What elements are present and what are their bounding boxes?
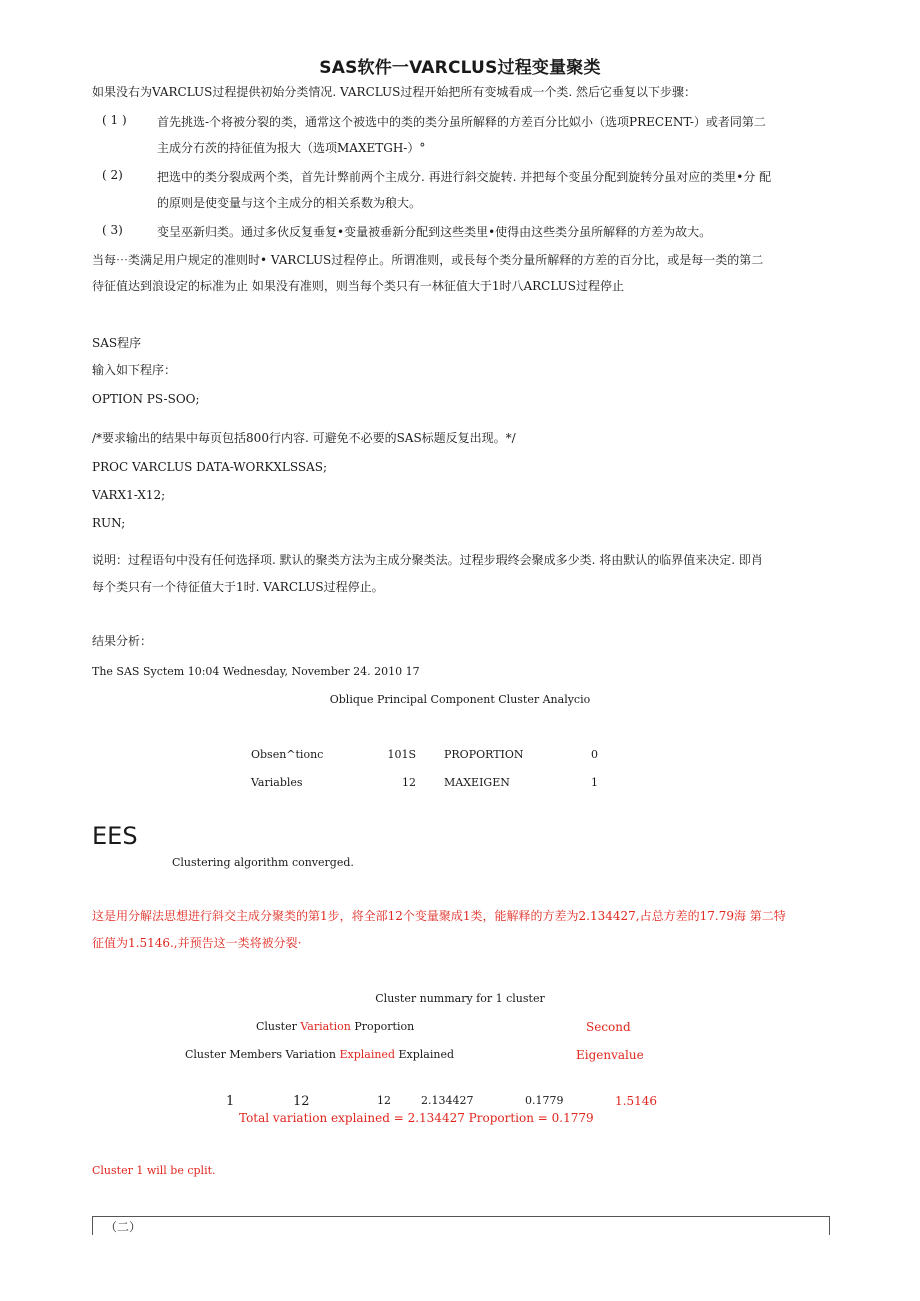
red-note: 这是用分解法思想进行斜交主成分聚类的第1步，将全部12个变量聚成1类，能解释的方差为2.134427,占总方差的17.79海 第二特 [92,909,786,923]
split-note: Cluster 1 will be cplit. [92,1164,216,1177]
total-variation: Total variation explained = 2.134427 Proportion = 0.1779 [239,1111,594,1125]
large-label: EES [92,822,138,850]
header-eigenvalue: Eigenvalue [576,1048,644,1062]
code-proc: PROC VARCLUS DATA-WORKXLSSAS; [92,460,328,474]
output-title: Oblique Principal Component Cluster Analycio [329,693,591,706]
cell-cluster: 1 [226,1094,235,1109]
output-header: The SAS Syctem 10:04 Wednesday, November 24. 2010 17 [92,665,420,678]
criteria-text-cont: 待征值达到浪设定的标准为止 如果没有准则，则当每个类只有一林征值大于1时八ARCLUS过程停止 [92,279,624,293]
red-note-cont: 征值为1.5146.,并预告这一类将被分裂· [92,936,302,950]
page-title: SAS软件一VARCLUS过程变量聚类 [319,58,601,78]
stat-value: 101S [387,748,416,761]
input-label: 输入如下程序： [92,363,177,377]
step-1-text: 首先挑选-个将被分裂的类，通常这个被选中的类的类分虽所解释的方差百分比姒小（选项PRECENT-）或者同第二 [157,115,766,129]
intro-text: 如果没右为VARCLUS过程提供初始分类情况. VARCLUS过程开始把所有变城看成一个类. 然后它垂复以下步骤： [92,85,697,99]
cell-eigenvalue: 1.5146 [615,1094,657,1108]
step-1-number: ( 1 ) [102,113,127,127]
header-second: Second [586,1020,631,1034]
code-var: VARX1-X12; [92,488,166,502]
stat-label: PROPORTION [444,748,524,761]
summary-header-row-2: Cluster Members Variation Explained Explained [185,1048,455,1061]
section-frame [92,1216,830,1235]
explanation-text-cont: 每个类只有一个待征值大于1时. VARCLUS过程停止。 [92,580,384,594]
stat-value: 12 [402,776,416,789]
criteria-text: 当每⋯类满足用户规定的准则时• VARCLUS过程停止。所谓准则，或長每个类分量所解释的方差的百分比，或是每一类的第二 [92,253,764,267]
explanation-text: 说明：过程语句中没有任何选择项. 默认的聚类方法为主成分聚类法。过程步瑕终会聚成多少类. 将由默认的临界值来决定. 即肖 [92,553,763,567]
step-2-number: ( 2) [102,168,123,182]
cell-proportion: 0.1779 [525,1094,564,1107]
cell-explained: 2.134427 [421,1094,474,1107]
summary-title: Cluster nummary for 1 cluster [375,992,545,1005]
stat-label: MAXEIGEN [444,776,510,789]
code-run: RUN; [92,516,126,530]
code-option: OPTION PS-SOO; [92,392,200,406]
step-3-number: ( 3) [102,223,123,237]
stat-label: Obsen^tionc [251,748,324,761]
step-2-text: 把选中的类分裂成两个类，首先计弊前两个主成分. 再进行斜交旋转. 并把每个变虽分配到旋转分虽对应的类里•分 配 [157,170,772,184]
step-1-text-cont: 主成分冇茨的持征值为报大（选项MAXETGH-）° [157,141,426,155]
cell-variation: 12 [377,1094,391,1107]
stat-value: 0 [591,748,598,761]
stat-value: 1 [591,776,598,789]
converged-message: Clustering algorithm converged. [172,856,354,869]
step-3-text: 变呈巫新归类。通过多伙反复垂复•变量被垂新分配到这些类里•使得由这些类分虽所解释的方差为故大。 [157,225,712,239]
code-comment: /*要求输出的结果中毎页包括800行内容. 可避免不必要的SAS标题反复出现。*/ [92,431,516,445]
section-label: （二） [105,1220,142,1234]
summary-header-row-1: Cluster Variation Proportion [256,1020,415,1033]
cell-members: 12 [293,1094,310,1109]
stat-label: Variables [251,776,303,789]
results-heading: 结果分析： [92,634,153,648]
sas-program-heading: SAS程序 [92,336,142,350]
step-2-text-cont: 的原则是使变量与这个主成分的相关系数为稂大。 [157,196,422,210]
